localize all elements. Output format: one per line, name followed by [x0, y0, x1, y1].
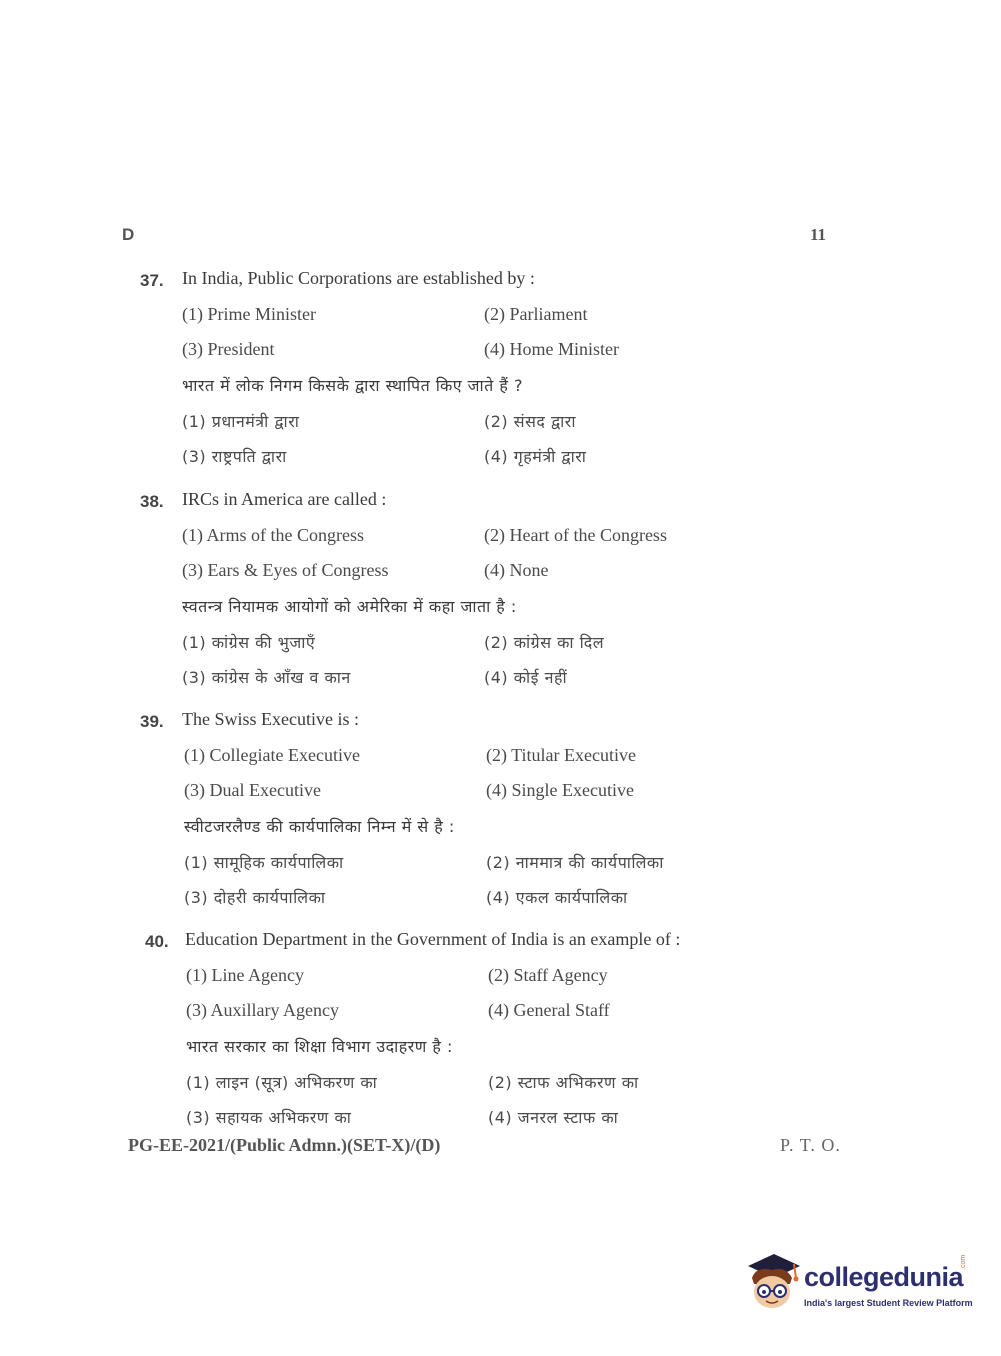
option-en-2: (2) Parliament [484, 304, 588, 324]
question-text-en: IRCs in America are called : [182, 489, 387, 509]
question-number: 40. [145, 932, 169, 951]
paper-code: PG-EE-2021/(Public Admn.)(SET-X)/(D) [128, 1135, 441, 1155]
collegedunia-logo[interactable] [742, 1248, 972, 1318]
option-en-1: (1) Arms of the Congress [182, 525, 364, 545]
option-en-3: (3) Ears & Eyes of Congress [182, 560, 389, 580]
question-text-en: Education Department in the Government of India is an example of : [185, 929, 681, 949]
page-number: 11 [810, 225, 827, 244]
option-hi-3: (3) कांग्रेस के आँख व कान [182, 668, 351, 687]
option-hi-1: (1) लाइन (सूत्र) अभिकरण का [186, 1073, 378, 1092]
please-turn-over: P. T. O. [780, 1135, 841, 1155]
option-en-2: (2) Staff Agency [488, 965, 608, 985]
question-text-en: The Swiss Executive is : [182, 709, 359, 729]
option-en-4: (4) Home Minister [484, 339, 619, 359]
option-hi-2: (2) स्टाफ अभिकरण का [488, 1073, 639, 1092]
option-hi-4: (4) जनरल स्टाफ का [488, 1108, 619, 1127]
logo-dotcom: .com [960, 1254, 967, 1270]
option-en-4: (4) None [484, 560, 549, 580]
option-hi-1: (1) कांग्रेस की भुजाएँ [182, 633, 316, 652]
option-en-1: (1) Prime Minister [182, 304, 316, 324]
option-en-3: (3) Dual Executive [184, 780, 321, 800]
option-hi-3: (3) राष्ट्रपति द्वारा [182, 447, 287, 466]
option-en-3: (3) President [182, 339, 275, 359]
logo-wordmark: collegedunia [804, 1262, 964, 1292]
option-hi-2: (2) संसद द्वारा [484, 412, 576, 431]
option-hi-2: (2) नाममात्र की कार्यपालिका [486, 853, 664, 872]
option-hi-4: (4) गृहमंत्री द्वारा [484, 447, 587, 466]
option-hi-3: (3) सहायक अभिकरण का [186, 1108, 352, 1127]
option-en-1: (1) Line Agency [186, 965, 304, 985]
option-hi-1: (1) सामूहिक कार्यपालिका [184, 853, 344, 872]
question-number: 39. [140, 712, 164, 731]
graduate-mascot-icon [742, 1248, 804, 1314]
question-text-hi: स्वीटजरलैण्ड की कार्यपालिका निम्न में से है : [184, 817, 455, 836]
option-hi-4: (4) कोई नहीं [484, 668, 568, 687]
question-text-en: In India, Public Corporations are established by : [182, 268, 535, 288]
option-hi-2: (2) कांग्रेस का दिल [484, 633, 605, 652]
question-number: 38. [140, 492, 164, 511]
option-en-1: (1) Collegiate Executive [184, 745, 360, 765]
question-text-hi: भारत में लोक निगम किसके द्वारा स्थापित किए जाते हैं ? [182, 376, 523, 395]
question-text-hi: स्वतन्त्र नियामक आयोगों को अमेरिका में कहा जाता है : [182, 597, 517, 616]
option-hi-1: (1) प्रधानमंत्री द्वारा [182, 412, 300, 431]
option-en-4: (4) General Staff [488, 1000, 610, 1020]
logo-tagline: India's largest Student Review Platform [804, 1298, 973, 1308]
question-text-hi: भारत सरकार का शिक्षा विभाग उदाहरण है : [186, 1037, 453, 1056]
option-hi-4: (4) एकल कार्यपालिका [486, 888, 628, 907]
option-en-3: (3) Auxillary Agency [186, 1000, 339, 1020]
option-en-4: (4) Single Executive [486, 780, 634, 800]
option-en-2: (2) Heart of the Congress [484, 525, 667, 545]
question-number: 37. [140, 271, 164, 290]
option-en-2: (2) Titular Executive [486, 745, 636, 765]
set-letter: D [122, 225, 135, 244]
option-hi-3: (3) दोहरी कार्यपालिका [184, 888, 326, 907]
